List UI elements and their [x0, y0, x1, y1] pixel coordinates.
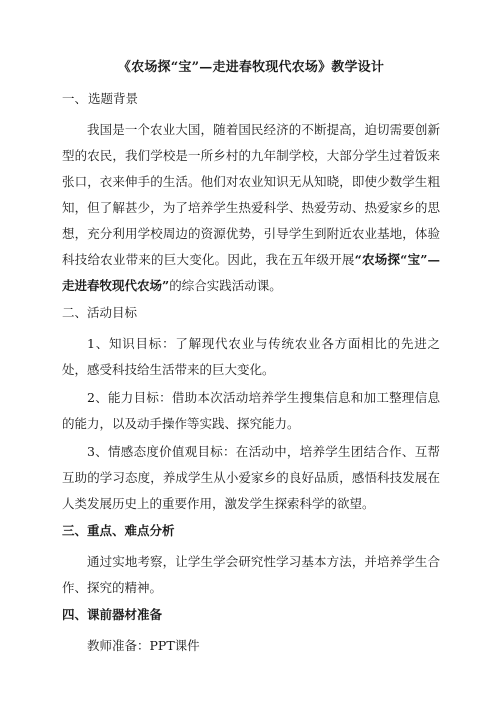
- document-title: 《农场探“宝”—走进春牧现代农场》教学设计: [117, 60, 385, 75]
- section-1-number: 一、: [62, 91, 88, 106]
- section-1-text-bold: “农场探“宝”—走进春牧现代农场”: [62, 252, 440, 293]
- section-2-item-2: 2、能力目标：借助本次活动培养学生搜集信息和加工整理信息的能力，以及动手操作等实践、探究能力。: [62, 390, 440, 431]
- section-2-item-1: 1、知识目标：了解现代农业与传统农业各方面相比的先进之处，感受科技给生活带来的巨大变化。: [62, 336, 440, 377]
- section-4-paragraph: 教师准备：PPT课件: [87, 638, 200, 653]
- section-4-heading: 四、课前器材准备: [62, 607, 163, 622]
- section-3-paragraph: 通过实地考察，让学生学会研究性学习基本方法，并培养学生合作、探究的精神。: [62, 554, 440, 595]
- section-1-text-after: 的综合实践活动课。: [169, 278, 282, 293]
- section-1-title: 选题背景: [88, 91, 139, 106]
- section-1-heading: [62, 89, 440, 109]
- section-1-text-before: 我国是一个农业大国，随着国民经济的不断提高，迫切需要创新型的农民，我们学校是一所乡村的九年制学校，大部分学生过着饭来张口，衣来伸手的生活。他们对农业知识无从知晓，即使少数学生粗知，但了解甚少，为了培养学生热爱科学、热爱劳动、热爱家乡的思想，充分利用学校周边的资源优势，引导学生到附近农业基地，体验科技给农业带来的巨大变化。因此，我在五年级开展: [62, 122, 440, 267]
- section-1-paragraph: [62, 117, 440, 299]
- section-2-item-3: 3、情感态度价值观目标：在活动中，培养学生团结合作、互帮互助的学习态度，养成学生从小爱家乡的良好品质，感悟科技发展在人类发展历史上的重要作用，激发学生探索科学的欲望。: [62, 444, 440, 511]
- section-2-heading: 二、活动目标: [62, 305, 138, 320]
- section-3-heading: 三、重点、难点分析: [62, 523, 175, 538]
